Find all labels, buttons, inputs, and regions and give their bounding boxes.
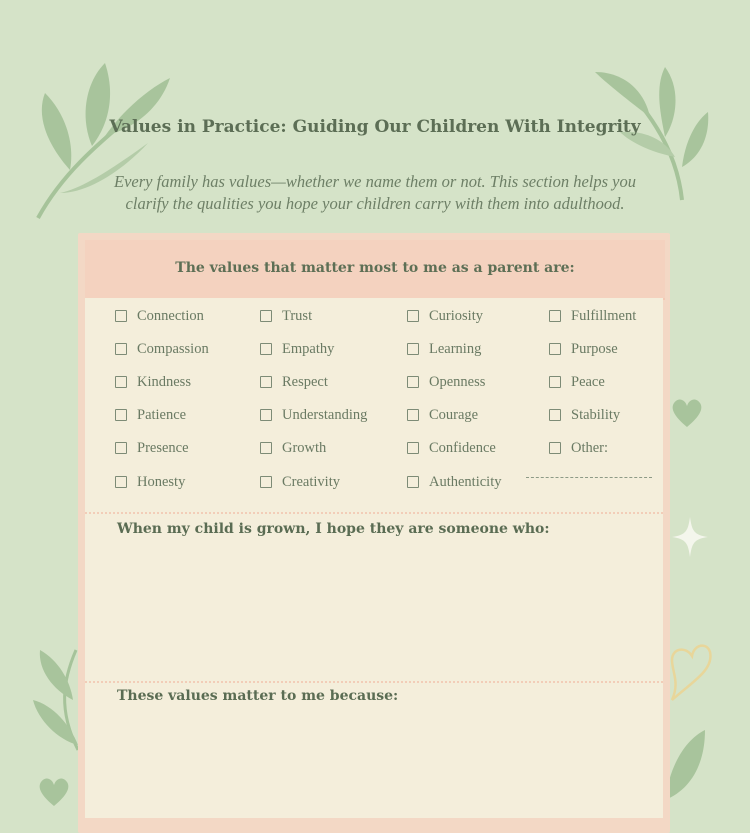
checkbox-icon[interactable]: [260, 310, 272, 322]
checkbox-icon[interactable]: [115, 442, 127, 454]
checkbox-icon[interactable]: [407, 409, 419, 421]
checkbox-label: Confidence: [429, 439, 496, 456]
checkbox-label: Presence: [137, 439, 189, 456]
value-checkbox[interactable]: [260, 473, 340, 491]
checkbox-label: Creativity: [282, 473, 340, 490]
checkbox-icon[interactable]: [549, 409, 561, 421]
checkbox-label: Honesty: [137, 473, 186, 490]
checkbox-icon[interactable]: [260, 409, 272, 421]
heart-outline-icon: [662, 642, 716, 704]
checkbox-label: Empathy: [282, 340, 335, 357]
value-checkbox[interactable]: [407, 373, 485, 391]
prompt-grown-answer-area[interactable]: [117, 545, 637, 675]
value-checkbox[interactable]: [115, 473, 185, 491]
heart-icon: [37, 776, 71, 808]
sparkle-icon: [672, 517, 708, 557]
checkbox-icon[interactable]: [407, 343, 419, 355]
value-checkbox[interactable]: [260, 307, 312, 325]
checkbox-label: Authenticity: [429, 473, 502, 490]
value-checkbox[interactable]: [407, 439, 496, 457]
checkbox-label: Connection: [137, 307, 204, 324]
value-checkbox[interactable]: [260, 340, 334, 358]
value-checkbox[interactable]: [549, 307, 636, 325]
value-checkbox[interactable]: [407, 307, 483, 325]
value-checkbox[interactable]: [260, 373, 328, 391]
checkbox-label: Courage: [429, 406, 479, 423]
prompt-because-heading: These values matter to me because:: [117, 688, 399, 704]
checkbox-icon[interactable]: [549, 343, 561, 355]
checkbox-icon[interactable]: [115, 409, 127, 421]
checkbox-label: Patience: [137, 406, 187, 423]
checkbox-label: Learning: [429, 340, 482, 357]
checkbox-icon[interactable]: [549, 310, 561, 322]
checkbox-label: Understanding: [282, 406, 368, 423]
checkbox-icon[interactable]: [549, 376, 561, 388]
value-checkbox[interactable]: [407, 340, 481, 358]
checkbox-label: Peace: [571, 373, 605, 390]
value-checkbox[interactable]: [115, 307, 204, 325]
checkbox-icon[interactable]: [260, 476, 272, 488]
checkbox-icon[interactable]: [260, 376, 272, 388]
other-write-in-line[interactable]: [526, 477, 652, 478]
value-checkbox[interactable]: [260, 406, 367, 424]
value-checkbox[interactable]: [407, 406, 478, 424]
divider: [85, 681, 663, 683]
checkbox-label: Fulfillment: [571, 307, 637, 324]
divider: [85, 512, 663, 514]
checkbox-icon[interactable]: [115, 310, 127, 322]
checkbox-label: Respect: [282, 373, 328, 390]
value-checkbox[interactable]: [549, 340, 618, 358]
checkbox-icon[interactable]: [407, 310, 419, 322]
heart-icon: [670, 397, 704, 429]
values-header: [85, 240, 665, 300]
checkbox-icon[interactable]: [260, 343, 272, 355]
checkbox-label: Stability: [571, 406, 621, 423]
checkbox-label: Growth: [282, 439, 327, 456]
value-checkbox[interactable]: [549, 373, 605, 391]
value-checkbox[interactable]: [115, 373, 191, 391]
checkbox-icon[interactable]: [407, 376, 419, 388]
checkbox-label: Trust: [282, 307, 313, 324]
intro-text: Every family has values—whether we name them or not. This section helps you clarify the qualities you hope your children carry with them into adulthood.: [114, 172, 636, 213]
checkbox-icon[interactable]: [115, 376, 127, 388]
checkbox-icon[interactable]: [407, 442, 419, 454]
value-checkbox[interactable]: [260, 439, 326, 457]
value-checkbox[interactable]: [115, 439, 189, 457]
checkbox-label: Openness: [429, 373, 486, 390]
prompt-because-answer-area[interactable]: [117, 712, 637, 807]
checkbox-icon[interactable]: [115, 476, 127, 488]
checkbox-icon[interactable]: [260, 442, 272, 454]
checkbox-icon[interactable]: [549, 442, 561, 454]
checkbox-icon[interactable]: [407, 476, 419, 488]
value-checkbox[interactable]: [549, 406, 620, 424]
checkbox-label: Curiosity: [429, 307, 483, 324]
value-checkbox[interactable]: [115, 340, 209, 358]
checkbox-icon[interactable]: [115, 343, 127, 355]
page-title: Values in Practice: Guiding Our Children With Integrity: [109, 117, 641, 137]
value-checkbox[interactable]: [407, 473, 502, 491]
values-heading: The values that matter most to me as a parent are:: [175, 260, 575, 276]
checkbox-label: Kindness: [137, 373, 191, 390]
checkbox-label: Compassion: [137, 340, 209, 357]
prompt-grown-heading: When my child is grown, I hope they are someone who:: [117, 521, 550, 537]
value-checkbox[interactable]: [549, 439, 608, 457]
value-checkbox[interactable]: [115, 406, 186, 424]
checkbox-label: Other:: [571, 439, 609, 456]
checkbox-label: Purpose: [571, 340, 618, 357]
